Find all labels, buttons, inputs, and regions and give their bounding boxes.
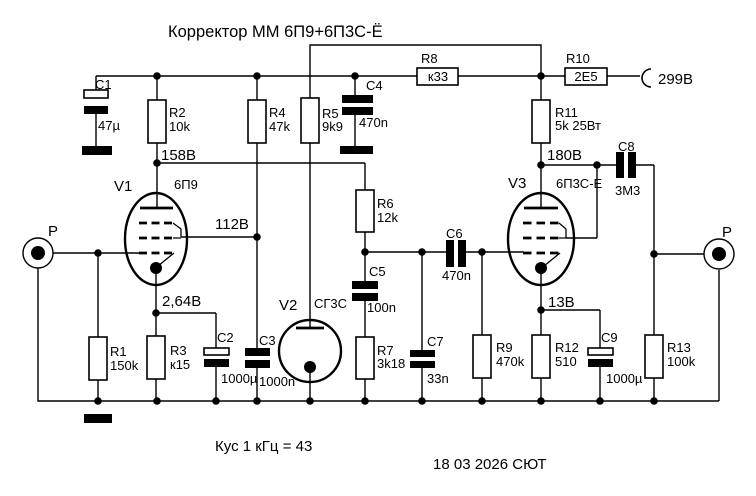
capacitor-C4-ref: C4: [366, 78, 383, 93]
tube-V1-type: 6П9: [174, 177, 198, 192]
resistor-body: [148, 100, 166, 143]
screen-tap: [173, 223, 181, 238]
resistor-body: [356, 337, 374, 379]
capacitor-C8-ref: C8: [618, 139, 635, 154]
resistor-R13-value: 100k: [667, 354, 696, 369]
capacitor-C2-value: 1000µ: [221, 371, 258, 386]
jack-pin: [712, 247, 726, 261]
tube-V2-ref: V2: [279, 297, 298, 314]
capacitor-C7: [410, 334, 449, 386]
resistor-R13-ref: R13: [667, 340, 691, 355]
capacitor-plate-neg: [84, 106, 108, 114]
resistor-R2-ref: R2: [169, 105, 186, 120]
resistor-R4: [248, 100, 290, 143]
resistor-R3-value: к15: [170, 357, 191, 372]
supply-terminal: [642, 69, 693, 88]
resistor-R5-ref: R5: [322, 106, 339, 121]
resistor-body: [645, 335, 663, 378]
output-label: Р: [722, 224, 733, 241]
resistor-R7-ref: R7: [377, 343, 394, 358]
jack-pin: [31, 246, 45, 260]
capacitor-C9-value: 1000µ: [606, 371, 643, 386]
capacitor-plate-pos: [588, 348, 613, 355]
resistor-R6-ref: R6: [377, 196, 394, 211]
gain-note: Кус 1 кГц = 43: [215, 438, 313, 455]
resistor-R12: [532, 335, 579, 378]
capacitor-C1-ref: C1: [95, 77, 112, 92]
capacitor-plate: [446, 240, 454, 267]
capacitor-C1: [84, 77, 120, 133]
resistor-body: [301, 98, 319, 143]
resistor-body: [89, 337, 107, 380]
resistor-R11-value: 5k 25Вт: [555, 118, 601, 133]
input-label: Р: [48, 223, 59, 240]
capacitor-C6-value: 470n: [442, 268, 471, 283]
resistor-R2-value: 10k: [169, 119, 190, 134]
capacitor-C4: [342, 78, 388, 130]
capacitor-plate-neg: [588, 359, 613, 367]
voltage-v3-plate: 180В: [547, 147, 583, 164]
resistor-R8: [417, 51, 458, 85]
tube-V3-ref: V3: [508, 175, 527, 192]
supply-connector-icon: [642, 69, 651, 87]
tube-V3: [508, 175, 603, 285]
resistor-R6: [356, 190, 398, 232]
resistor-R8-ref: R8: [421, 51, 438, 66]
capacitor-plate: [410, 361, 435, 368]
suppressor-tie: [544, 253, 560, 266]
input-jack: [23, 223, 58, 268]
capacitor-C9: [588, 330, 643, 386]
tube-V3-type: 6П3С-Е: [556, 176, 603, 191]
resistor-R8-value: к33: [427, 69, 449, 84]
resistor-R4-ref: R4: [269, 105, 286, 120]
schematic-title: Корректор ММ 6П9+6П3С-Ё: [168, 23, 383, 41]
resistor-R10-value: 2Е5: [574, 69, 598, 84]
capacitor-plate: [410, 350, 435, 357]
resistor-R7: [356, 337, 405, 379]
resistor-body: [356, 190, 374, 232]
capacitor-C6: [442, 226, 471, 283]
resistor-R11: [532, 100, 601, 143]
resistor-body: [147, 336, 165, 379]
resistor-R12-value: 510: [555, 354, 577, 369]
capacitor-C3-ref: C3: [259, 333, 276, 348]
resistor-R4-value: 47k: [269, 119, 290, 134]
resistor-R1: [89, 337, 139, 380]
resistor-R9-ref: R9: [496, 340, 513, 355]
capacitor-C7-value: 33n: [427, 371, 449, 386]
resistor-R11-ref: R11: [555, 105, 578, 120]
voltage-v1-screen: 112В: [215, 216, 249, 233]
resistor-R10-ref: R10: [566, 51, 590, 66]
resistor-R5: [301, 98, 343, 143]
capacitor-plate: [342, 95, 373, 103]
capacitor-plate-pos: [204, 348, 229, 355]
tube-V2: [279, 296, 347, 382]
resistor-body: [532, 100, 550, 143]
resistor-R12-ref: R12: [555, 340, 579, 355]
tube-V1-ref: V1: [114, 178, 133, 195]
voltage-v1-plate: 158В: [161, 147, 197, 164]
resistor-R3-ref: R3: [170, 343, 187, 358]
tube-cathode: [535, 262, 547, 274]
resistor-R3: [147, 336, 190, 379]
capacitor-C5-ref: C5: [369, 264, 386, 279]
tube-cathode: [304, 361, 316, 373]
capacitor-plate: [616, 152, 624, 178]
date-note: 18 03 2026 СЮТ: [433, 456, 547, 473]
capacitor-plate: [245, 348, 270, 356]
capacitor-C5: [352, 264, 396, 315]
capacitor-C2: [204, 330, 258, 386]
resistor-body: [248, 100, 266, 143]
tube-cathode: [150, 262, 162, 274]
ground-symbol: [84, 414, 112, 423]
supply-voltage-label: 299В: [658, 71, 694, 88]
resistor-R5-value: 9k9: [322, 119, 343, 134]
resistor-R7-value: 3k18: [377, 356, 406, 371]
resistor-R1-value: 150k: [110, 358, 139, 373]
capacitor-C1-value: 47µ: [98, 118, 120, 133]
resistor-R9: [473, 335, 525, 378]
capacitor-plate: [352, 281, 378, 289]
capacitor-plate: [628, 152, 636, 178]
resistor-R13: [645, 335, 696, 378]
capacitor-C3-value: 1000n: [259, 374, 296, 389]
voltage-v1-cathode: 2,64В: [162, 293, 202, 310]
ground-symbol: [82, 146, 112, 155]
ground-symbol: [340, 146, 373, 154]
voltage-v3-cathode: 13В: [548, 294, 575, 311]
resistor-body: [532, 335, 550, 378]
output-jack: [704, 224, 734, 269]
capacitor-plate-neg: [204, 359, 229, 367]
capacitor-plate: [245, 360, 270, 368]
capacitor-plate: [342, 107, 373, 115]
tube-V1: [114, 177, 198, 285]
tube-V2-type: СГ3С: [314, 296, 348, 311]
screen-tap: [559, 223, 566, 238]
resistor-R2: [148, 100, 190, 143]
resistor-R1-ref: R1: [110, 344, 127, 359]
capacitor-C9-ref: C9: [601, 330, 618, 345]
resistor-R10: [565, 51, 607, 85]
capacitor-plate: [458, 240, 466, 267]
capacitor-C8: [615, 139, 640, 198]
resistor-R6-value: 12k: [377, 210, 398, 225]
capacitor-C8-value: 3М3: [615, 183, 641, 198]
resistor-R9-value: 470k: [496, 354, 525, 369]
resistor-body: [473, 335, 491, 378]
capacitor-C2-ref: C2: [217, 330, 234, 345]
capacitor-C7-ref: C7: [427, 334, 444, 349]
capacitor-C4-value: 470n: [359, 115, 388, 130]
capacitor-C5-value: 100n: [367, 300, 396, 315]
capacitor-C6-ref: C6: [446, 226, 463, 241]
